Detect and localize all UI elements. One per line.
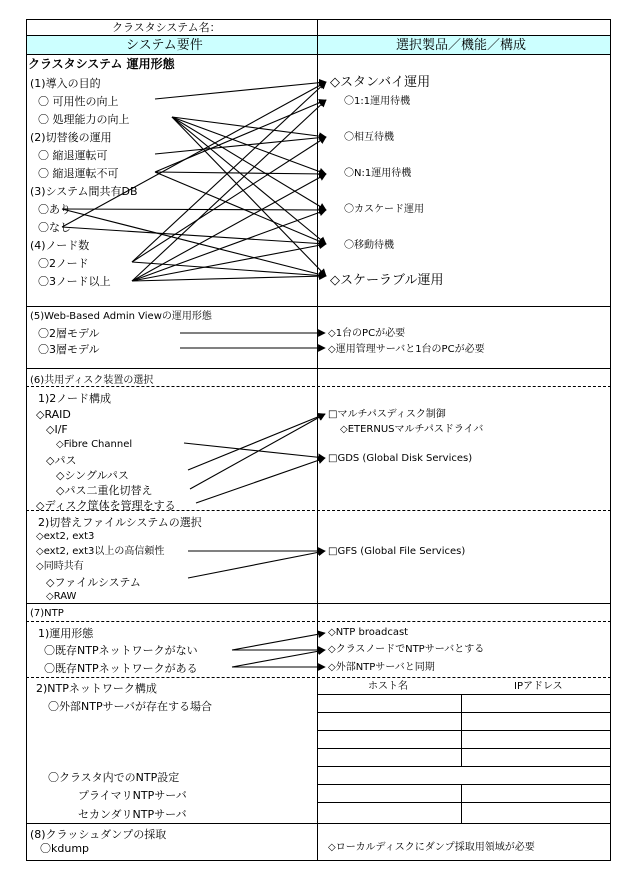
sec7-intra: 〇クラスタ内でのNTP設定 [48,771,180,784]
sec1-q3: (3)システム間共有DB [30,185,138,198]
arrow [155,137,326,154]
sec1-q4b: 〇3ノード以上 [38,275,111,288]
sec6-if: ◇I/F [46,423,68,436]
sec5-b: 〇3層モデル [38,343,100,356]
arrow [155,172,326,244]
left-column-header: システム要件 [126,38,203,53]
sec6-s1: 1)2ノード構成 [38,392,111,405]
arrow [132,244,326,281]
sec8-r1: ◇ローカルディスクにダンプ採取用領域が必要 [328,842,535,853]
sec6-enclosure: ◇ディスク筐体を管理をする [36,499,176,512]
arrow [196,458,325,503]
arrow [132,137,326,262]
sec8-a: 〇kdump [40,842,90,855]
sec6-path: ◇パス [46,454,77,467]
right-column-header: 選択製品／機能／構成 [396,38,527,53]
sec8-title: (8)クラッシュダンプの採取 [30,828,167,841]
sec7-ext: 〇外部NTPサーバが存在する場合 [48,700,213,713]
sec7-r3: ◇外部NTPサーバと同期 [328,662,435,673]
sec1-r5: 〇カスケード運用 [344,204,424,215]
sec1-q2b: 〇 縮退運転不可 [38,167,119,180]
sec6-raid: ◇RAID [36,408,71,421]
ntp-col-ip: IPアドレス [514,681,563,692]
sec6-fc: ◇Fibre Channel [56,439,133,450]
arrow [190,414,325,489]
sec7-s1: 1)運用形態 [38,627,94,640]
arrow [172,117,326,137]
sec7-r1: ◇NTP broadcast [328,627,409,638]
sec6-r2: ◇ETERNUSマルチパスドライバ [340,424,484,435]
ntp-col-host: ホスト名 [368,681,408,692]
arrow [188,551,325,578]
arrow [62,82,326,227]
sec1-q3a: 〇あり [38,203,71,216]
arrow [62,209,326,210]
sec6-dual: ◇パス二重化切替え [56,484,153,497]
sec1-q2a: 〇 縮退運転可 [38,149,108,162]
arrow [232,633,325,650]
sec1-r7: ◇スケーラブル運用 [330,273,444,288]
sec7-title: (7)NTP [30,608,64,619]
sec1-r4: 〇N:1運用待機 [344,168,412,179]
sec7-s2: 2)NTPネットワーク構成 [36,682,157,695]
sec1-q1b: 〇 処理能力の向上 [38,113,130,126]
sec6-ext-hr: ◇ext2, ext3以上の高信頼性 [36,546,165,557]
sec5-a: 〇2層モデル [38,327,100,340]
sec6-raw: ◇RAW [46,591,77,602]
sec1-r3: 〇相互待機 [344,132,394,143]
sec5-r2: ◇運用管理サーバと1台のPCが必要 [328,344,485,355]
cluster-system-name-label: クラスタシステム名： [112,21,221,34]
sec6-s2: 2)切替えファイルシステムの選択 [38,516,202,529]
sec1-q4: (4)ノード数 [30,239,90,252]
sec7-secondary: セカンダリNTPサーバ [78,808,187,821]
sec5-r1: ◇1台のPCが必要 [328,328,406,339]
sec1-r6: 〇移動待機 [344,240,394,251]
sec7-a: 〇既存NTPネットワークがない [44,644,198,657]
sec6-title: (6)共用ディスク装置の選択 [30,375,154,386]
arrow [232,650,325,667]
sec7-primary: プライマリNTPサーバ [78,789,187,802]
sec1-q3b: 〇なし [38,221,71,234]
sec6-fs: ◇ファイルシステム [46,576,141,589]
sec6-r4: □GFS (Global File Services) [328,546,466,557]
sec7-r2: ◇クラスノードでNTPサーバとする [328,644,485,655]
sec5-title: (5)Web-Based Admin Viewの運用形態 [30,311,212,322]
arrow [172,117,326,244]
sec1-q2: (2)切替後の運用 [30,131,112,144]
arrow [132,276,326,281]
sec7-b: 〇既存NTPネットワークがある [44,662,198,675]
sec6-single: ◇シングルパス [56,469,129,482]
sec1-q1a: 〇 可用性の向上 [38,95,119,108]
sec1-q1: (1)導入の目的 [30,77,101,90]
arrow [188,414,325,470]
sec1-r2: 〇1:1運用待機 [344,96,411,107]
arrow [172,117,326,174]
sec6-ext: ◇ext2, ext3 [36,531,95,542]
sec6-shared: ◇同時共有 [36,561,84,572]
sec6-r1: □マルチパスディスク制御 [328,409,446,420]
sec6-r3: □GDS (Global Disk Services) [328,453,473,464]
sec1-r1: ◇スタンバイ運用 [330,75,431,90]
sec1-q4a: 〇2ノード [38,257,89,270]
arrow [184,443,325,458]
sec1-title: クラスタシステム 運用形態 [28,57,175,71]
